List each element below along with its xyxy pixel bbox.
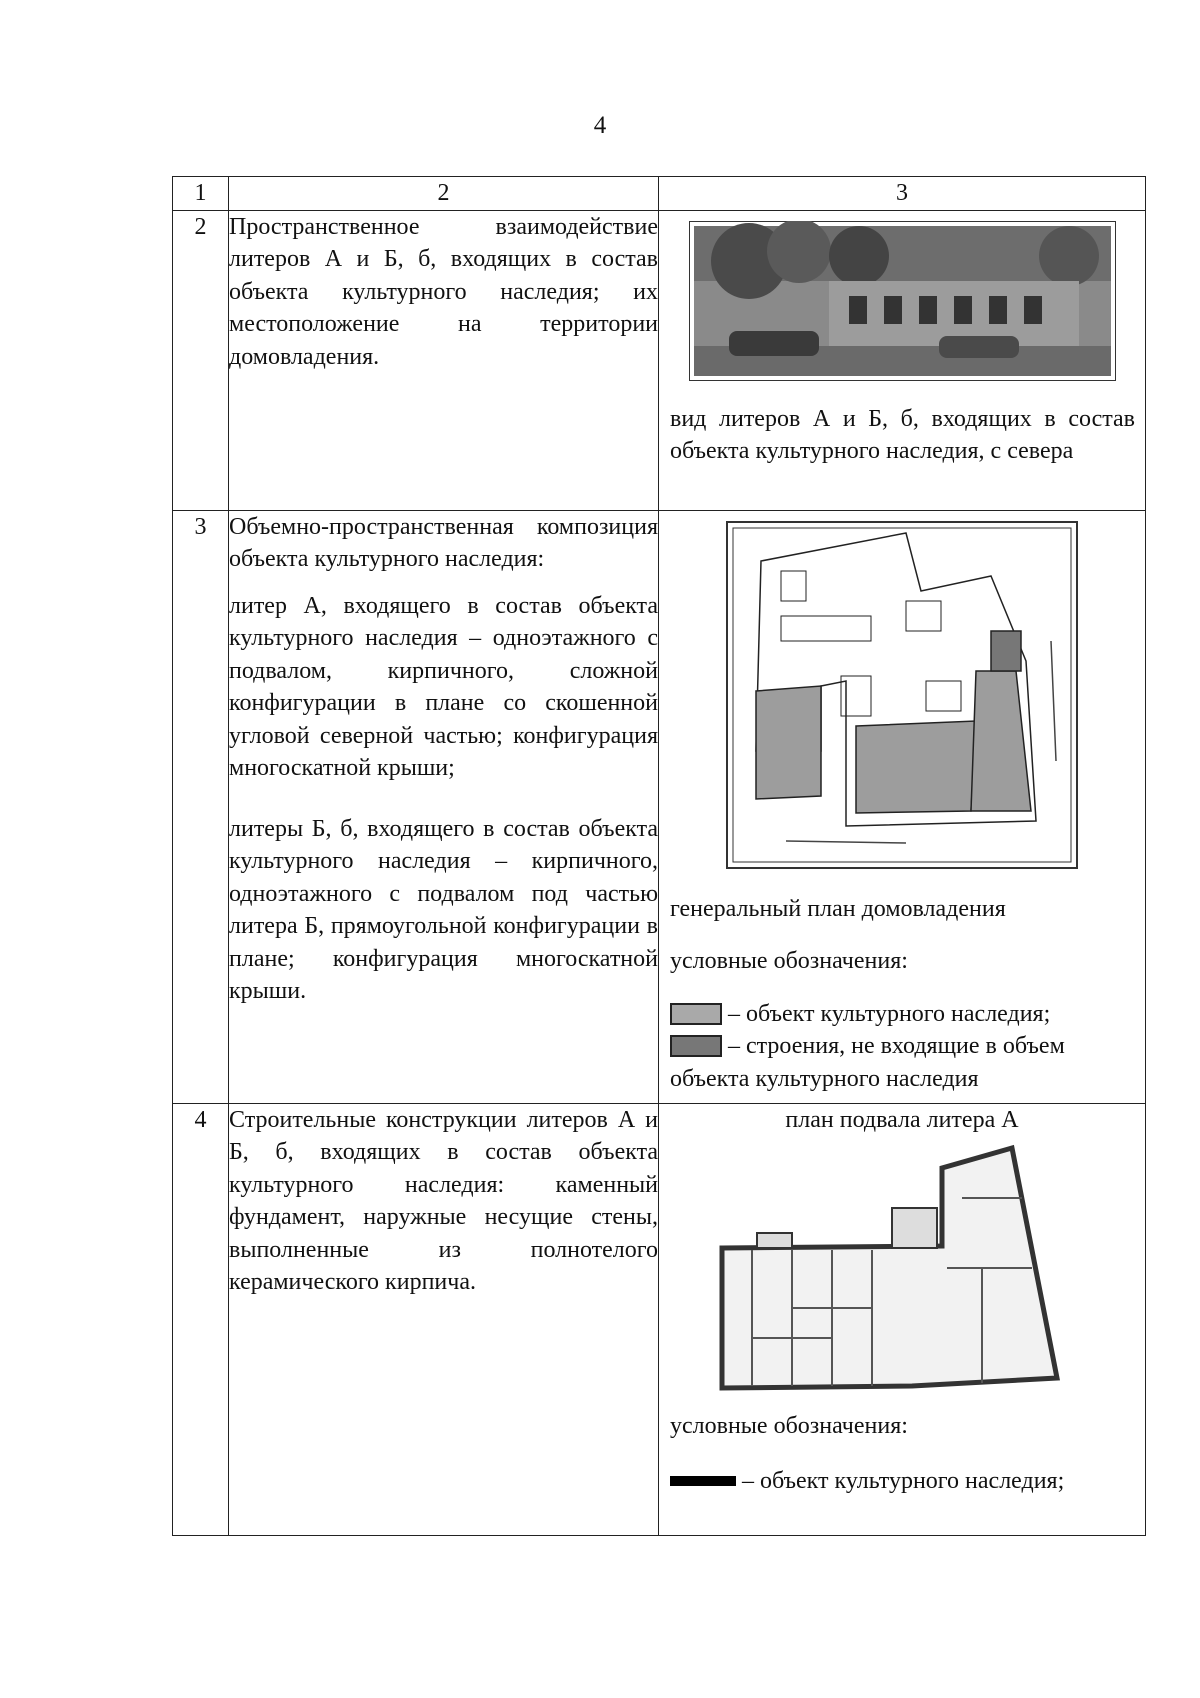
table-header-row — [173, 177, 1146, 211]
legend-item-heritage — [670, 998, 1135, 1031]
legend-label: – объект культурного наследия; — [728, 1000, 1051, 1027]
description-text: Пространственное взаимодействие литеров А и Б, б, входящих в состав объекта культурного наследия; их местоположение на территории домовладения. — [229, 213, 658, 370]
building-photo — [689, 221, 1116, 381]
table-row — [173, 510, 1146, 1103]
basement-plan-drawing — [712, 1138, 1092, 1398]
legend-swatch-light — [670, 1003, 722, 1025]
legend-swatch-black — [670, 1476, 736, 1486]
description-text: Строительные конструкции литеров А и Б, б, входящих в состав объекта культурного наследия: каменный фундамент, наружные несущие стены, выполненные из полнотелого керамического кирпича. — [229, 1106, 658, 1295]
row-illustration-cell — [659, 1103, 1146, 1535]
basement-caption: план подвала литера А — [785, 1106, 1019, 1133]
row-number: 3 — [173, 510, 229, 1103]
plan-caption: генеральный план домовладения — [670, 895, 1006, 922]
legend-title: условные обозначения: — [670, 1413, 908, 1439]
site-plan-drawing — [726, 521, 1078, 869]
legend-label: – строения, не входящие в объем — [728, 1033, 1065, 1059]
header-col2: 2 — [229, 177, 659, 211]
row-illustration-cell — [659, 510, 1146, 1103]
legend-title: условные обозначения: — [670, 948, 908, 974]
row-illustration-cell — [659, 210, 1146, 510]
table-row — [173, 210, 1146, 510]
description-liter-a: литер А, входящего в состав объекта культурного наследия – одноэтажного с подвалом, кирпичного, сложной конфигурации в плане со скошенной угловой северной частью; конфигурация многоскатной крыши; — [229, 592, 658, 781]
row-description — [229, 210, 659, 510]
row-number: 4 — [173, 1103, 229, 1535]
legend-item-heritage — [670, 1465, 1135, 1498]
description-intro: Объемно-пространственная композиция объекта культурного наследия: — [229, 513, 658, 572]
legend-label: – объект культурного наследия; — [742, 1467, 1065, 1494]
header-col1: 1 — [173, 177, 229, 211]
row-number: 2 — [173, 210, 229, 510]
legend-item-other-buildings — [670, 1030, 1135, 1063]
legend-swatch-dark — [670, 1035, 722, 1057]
row-description — [229, 510, 659, 1103]
features-table — [172, 176, 1146, 1536]
photo-caption: вид литеров А и Б, б, входящих в состав объекта культурного наследия, с севера — [670, 405, 1135, 464]
header-col3: 3 — [659, 177, 1146, 211]
table-row — [173, 1103, 1146, 1535]
description-liter-b: литеры Б, б, входящего в состав объекта культурного наследия – кирпичного, одноэтажного с подвалом под частью литера Б, прямоугольной конфигурации в плане; конфигурация многоскатной крыши. — [229, 815, 658, 1004]
row-description — [229, 1103, 659, 1535]
legend-tail: объекта культурного наследия — [670, 1065, 979, 1092]
page-number: 4 — [593, 112, 607, 139]
